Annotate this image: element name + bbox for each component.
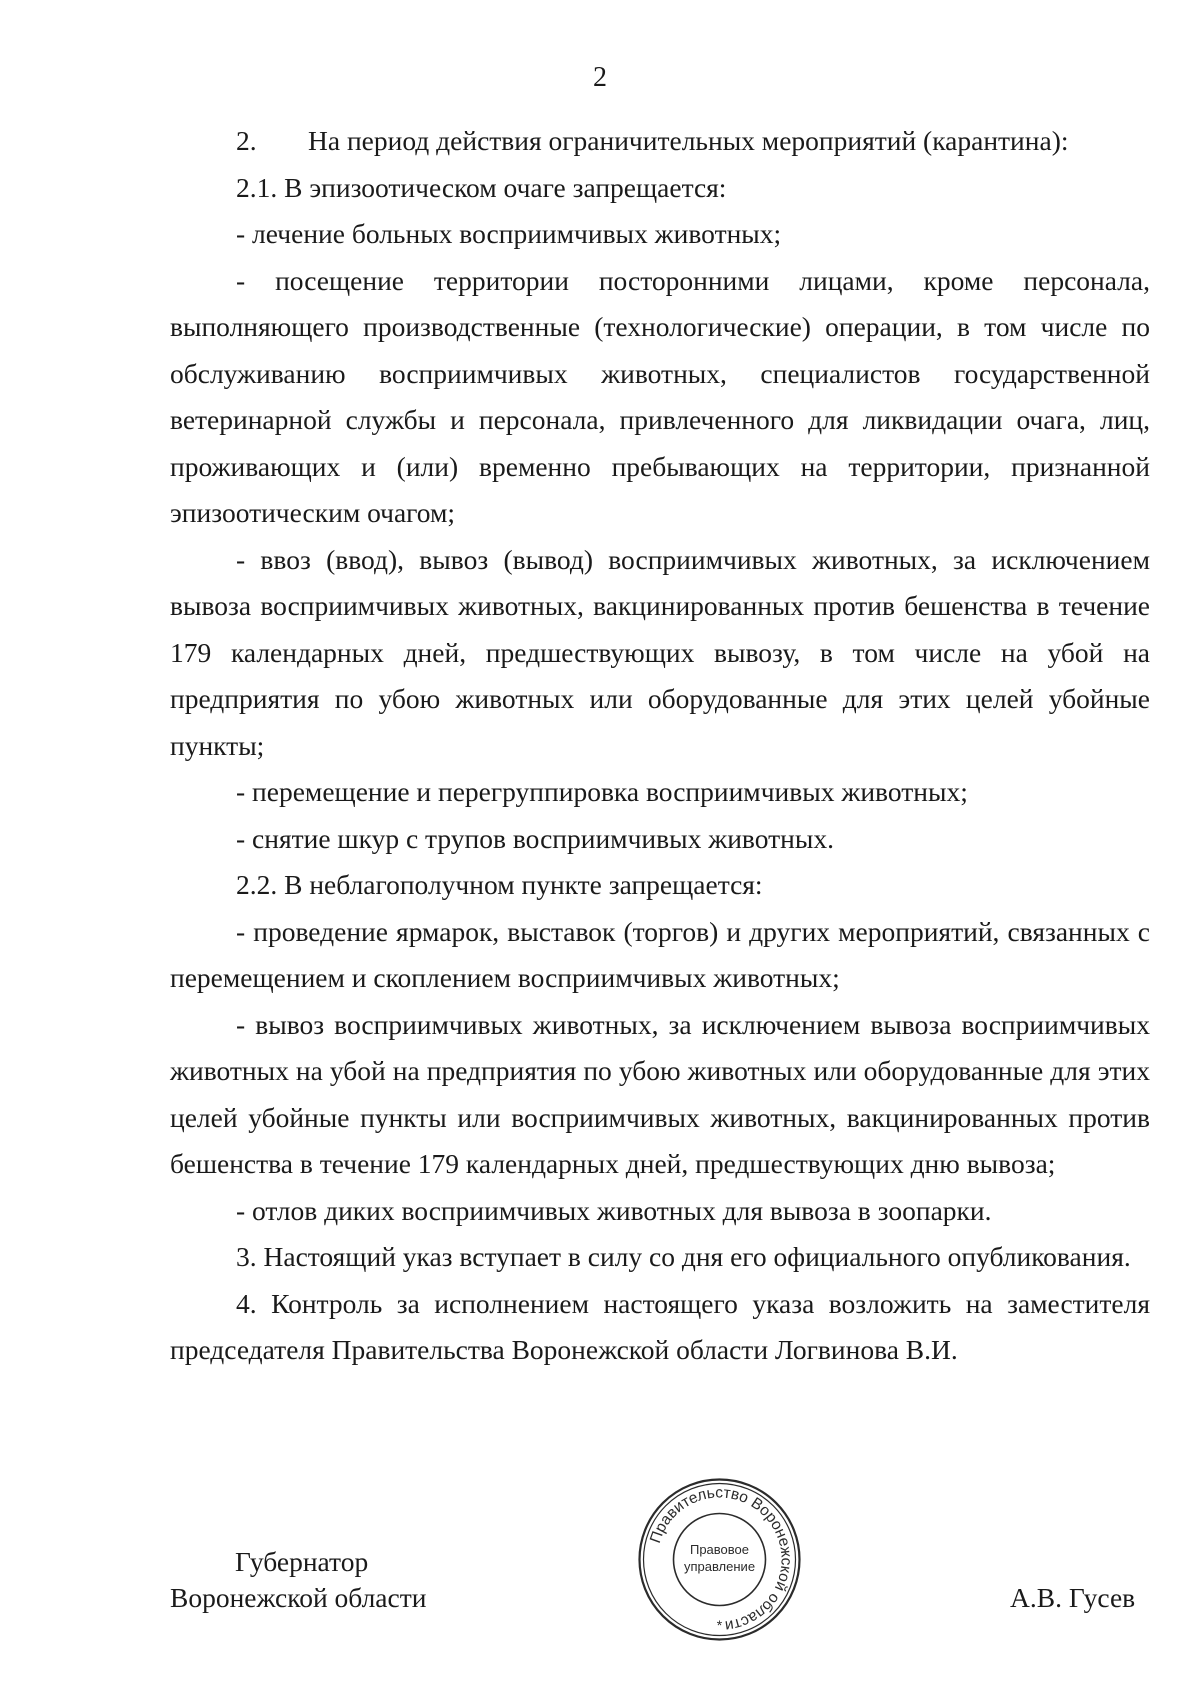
list-item: - ввоз (ввод), вывоз (вывод) восприимчивых животных, за исключением вывоза восприимчивых животных, вакцинированных против бешенства в течение 179 календарных дней, предшествующих вывозу, в том числе на убой на предприятия по убою животных или оборудованные для этих целей убойные пункты; bbox=[170, 543, 1150, 761]
paragraph-2 bbox=[170, 118, 1150, 165]
list-item: - перемещение и перегруппировка восприимчивых животных; bbox=[236, 776, 968, 807]
position-title: Губернатор bbox=[235, 1546, 369, 1577]
paragraph-3: 3. Настоящий указ вступает в силу со дня его официального опубликования. bbox=[236, 1241, 1131, 1272]
paragraph-2-2: 2.2. В неблагополучном пункте запрещается: bbox=[236, 869, 763, 900]
page-number: 2 bbox=[593, 62, 607, 93]
document-body bbox=[170, 118, 1150, 1374]
list-item: - снятие шкур с трупов восприимчивых животных. bbox=[236, 822, 834, 854]
stamp-center-line1: Правовое bbox=[689, 1542, 750, 1557]
paragraph-number: 2. bbox=[236, 125, 257, 156]
paragraph-2-1: 2.1. В эпизоотическом очаге запрещается: bbox=[236, 171, 727, 203]
list-item: - вывоз восприимчивых животных, за исключением вывоза восприимчивых животных на убой на предприятия по убою животных или оборудованные для этих целей убойные пункты или восприимчивых животных, вакцинированных против бешенства в течение 179 календарных дней, предшествующих дню вывоза; bbox=[170, 1008, 1150, 1179]
signatory-position bbox=[170, 1544, 426, 1616]
official-stamp bbox=[632, 1472, 807, 1647]
list-item: - посещение территории посторонними лицами, кроме персонала, выполняющего производственные (технологические) операции, в том числе по обслуживанию восприимчивых животных, специалистов государственной ветеринарной службы и персонала, привлеченного для ликвидации очага, лиц, проживающих и (или) временно пребывающих на территории, признанной эпизоотическим очагом; bbox=[170, 264, 1150, 528]
position-region: Воронежской области bbox=[170, 1582, 427, 1613]
stamp-star-icon: * bbox=[716, 1617, 723, 1633]
list-item: - отлов диких восприимчивых животных для вывоза в зоопарки. bbox=[236, 1194, 992, 1226]
list-item: - проведение ярмарок, выставок (торгов) и других мероприятий, связанных с перемещением и скоплением восприимчивых животных; bbox=[170, 915, 1150, 993]
stamp-center-line2: управление bbox=[683, 1559, 756, 1574]
list-item: - лечение больных восприимчивых животных; bbox=[236, 218, 782, 249]
stamp-ring-text: Правительство Воронежской области bbox=[646, 1484, 795, 1635]
signatory-name: А.В. Гусев bbox=[1010, 1582, 1136, 1613]
paragraph-4: 4. Контроль за исполнением настоящего указа возложить на заместителя председателя Правительства Воронежской области Логвинова В.И. bbox=[170, 1287, 1150, 1365]
paragraph-text: На период действия ограничительных мероприятий (карантина): bbox=[308, 125, 1069, 156]
